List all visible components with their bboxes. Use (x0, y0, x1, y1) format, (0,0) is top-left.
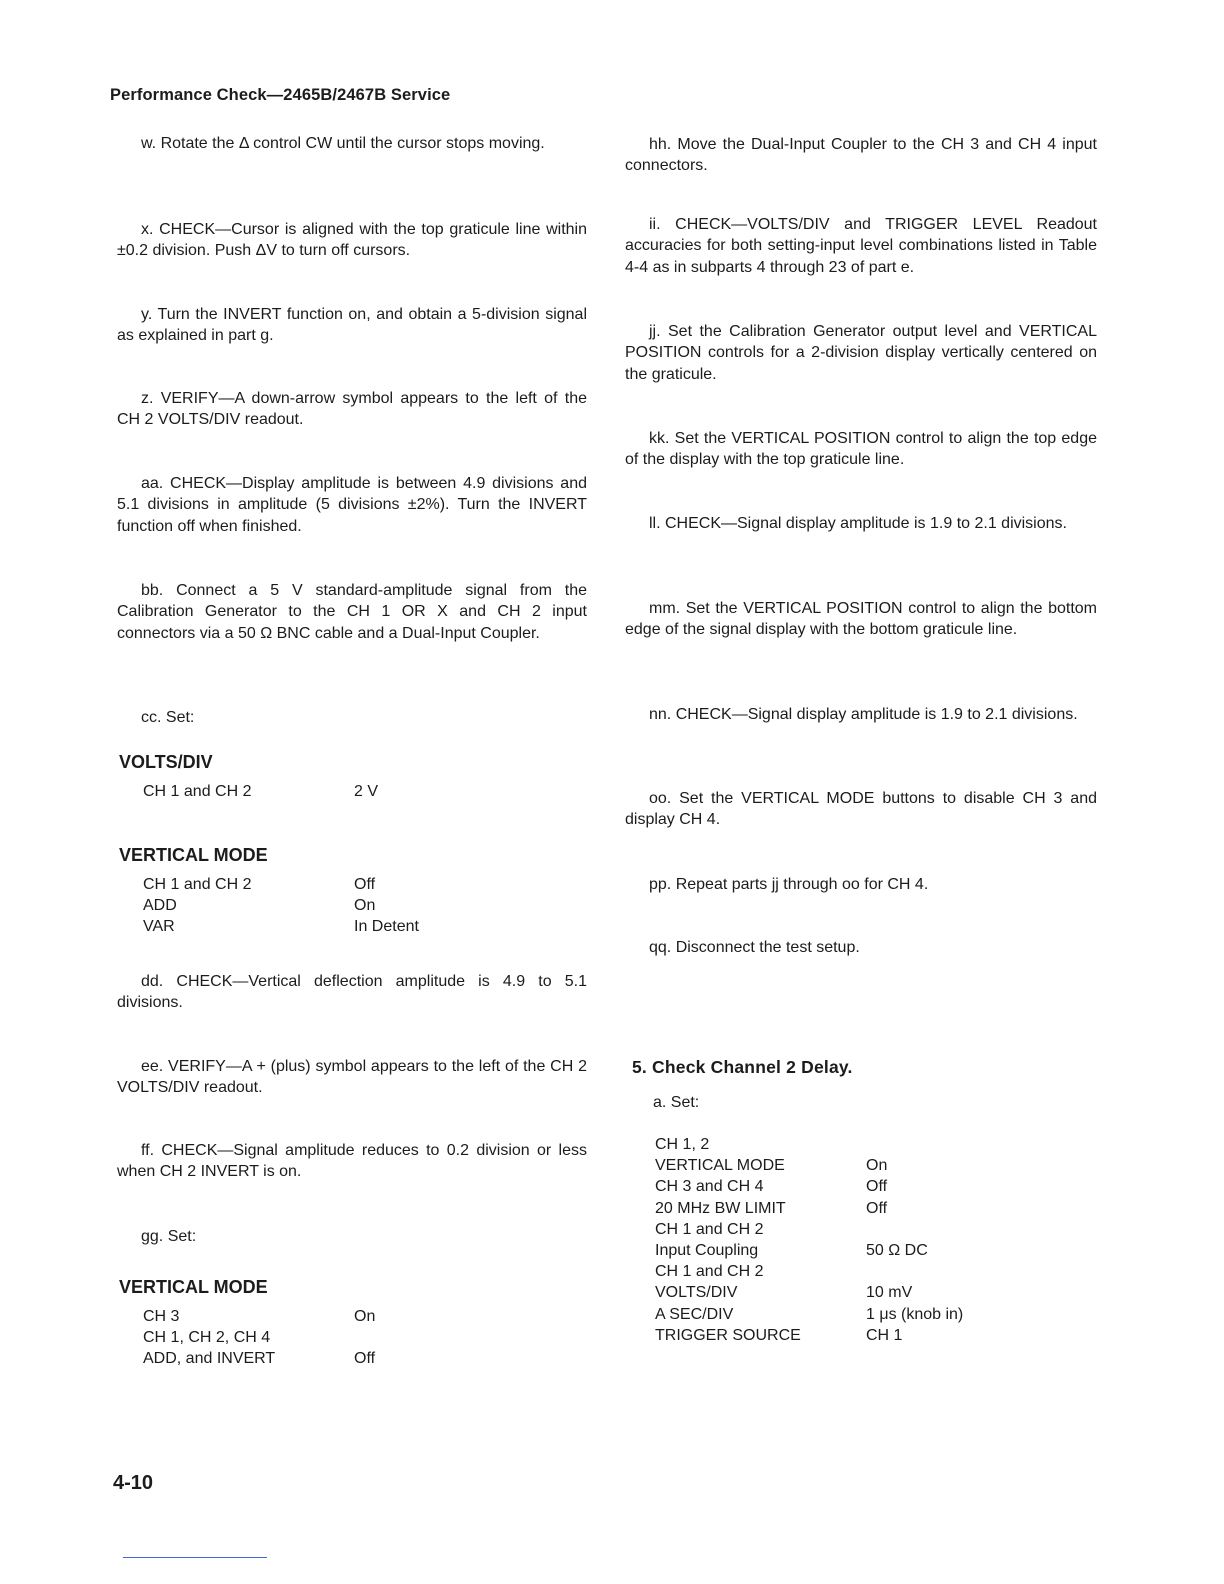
step-bb: bb. Connect a 5 V standard-amplitude signal from the Calibration Generator to the CH 1 OR X and CH 2 input connectors via a 50 Ω BNC cable and a Dual-Input Coupler. (117, 582, 587, 642)
setting-label: VAR (143, 918, 175, 936)
step-dd: dd. CHECK—Vertical deflection amplitude is 4.9 to 5.1 divisions. (117, 973, 587, 1012)
step-hh: hh. Move the Dual-Input Coupler to the CH 3 and CH 4 input connectors. (625, 136, 1097, 175)
setting-value: Off (354, 1350, 376, 1368)
step-jj: jj. Set the Calibration Generator output level and VERTICAL POSITION controls for a 2-division display vertically centered on the graticule. (625, 323, 1097, 383)
setting-label: CH 1 and CH 2 (143, 783, 252, 800)
setting-label: CH 1 and CH 2 (655, 1263, 764, 1281)
setting-row (655, 1176, 963, 1197)
setting-value: Off (866, 1199, 888, 1217)
setting-label: ADD (143, 897, 177, 915)
cc-vertical-mode-heading: VERTICAL MODE (119, 845, 268, 865)
setting-label: A SEC/DIV (655, 1305, 734, 1323)
setting-label: CH 1, CH 2, CH 4 (143, 1329, 271, 1347)
setting-value: On (866, 1157, 888, 1175)
setting-row (143, 781, 378, 802)
setting-label: CH 3 (143, 1308, 180, 1325)
section-5-title: 5. Check Channel 2 Delay. (632, 1057, 853, 1077)
step-ii: ii. CHECK—VOLTS/DIV and TRIGGER LEVEL Readout accuracies for both setting-input level combinations listed in Table 4-4 as in subparts 4 through 23 of part e. (625, 216, 1097, 276)
setting-row (655, 1304, 963, 1325)
page-number: 4-10 (113, 1472, 154, 1494)
setting-label: CH 1 and CH 2 (143, 876, 252, 893)
setting-label: CH 1 and CH 2 (655, 1220, 764, 1238)
step-nn: nn. CHECK—Signal display amplitude is 1.9 to 2.1 divisions. (649, 706, 1078, 723)
step-gg: gg. Set: (141, 1228, 197, 1245)
setting-row (143, 1327, 375, 1348)
setting-row (655, 1325, 963, 1346)
step-oo: oo. Set the VERTICAL MODE buttons to disable CH 3 and display CH 4. (625, 790, 1097, 829)
setting-row (655, 1282, 963, 1303)
step-qq: qq. Disconnect the test setup. (649, 939, 860, 956)
setting-row (143, 916, 419, 937)
step-ll: ll. CHECK—Signal display amplitude is 1.9 to 2.1 divisions. (649, 515, 1067, 532)
setting-value: Off (866, 1178, 888, 1196)
setting-label: VERTICAL MODE (655, 1157, 785, 1175)
setting-value: In Detent (354, 918, 419, 936)
cc-volts-div-heading: VOLTS/DIV (119, 752, 213, 772)
setting-label: ADD, and INVERT (143, 1350, 276, 1368)
setting-row (655, 1198, 963, 1219)
step-aa: aa. CHECK—Display amplitude is between 4.9 divisions and 5.1 divisions in amplitude (5 divisions ±2%). Turn the INVERT function off when finished. (117, 475, 587, 535)
setting-value: 1 μs (knob in) (866, 1305, 964, 1323)
setting-row (655, 1134, 963, 1155)
step-mm: mm. Set the VERTICAL POSITION control to align the bottom edge of the signal display with the bottom graticule line. (625, 600, 1097, 639)
page-header: Performance Check—2465B/2467B Service (110, 86, 451, 104)
cc-volts-div-settings (143, 781, 378, 802)
setting-row (655, 1261, 963, 1282)
setting-value: 2 V (354, 783, 379, 800)
gg-vertical-mode-heading: VERTICAL MODE (119, 1277, 268, 1297)
bottom-rule (123, 1557, 267, 1558)
setting-row (143, 1348, 375, 1369)
step-w: w. Rotate the Δ control CW until the cursor stops moving. (141, 135, 545, 152)
setting-value: Off (354, 876, 376, 893)
step-kk: kk. Set the VERTICAL POSITION control to align the top edge of the display with the top graticule line. (625, 430, 1097, 469)
step-x: x. CHECK—Cursor is aligned with the top graticule line within ±0.2 division. Push ΔV to turn off cursors. (117, 221, 587, 260)
cc-vertical-mode-settings (143, 874, 419, 938)
setting-value: CH 1 (866, 1326, 903, 1344)
setting-label: VOLTS/DIV (655, 1284, 738, 1302)
section-5-settings (655, 1134, 963, 1346)
setting-row (655, 1219, 963, 1240)
setting-row (655, 1155, 963, 1176)
step-cc: cc. Set: (141, 709, 195, 726)
setting-value: On (354, 897, 376, 915)
setting-value: On (354, 1308, 376, 1325)
setting-value: 50 Ω DC (866, 1241, 928, 1259)
setting-row (143, 1306, 375, 1327)
setting-label: TRIGGER SOURCE (655, 1326, 801, 1344)
setting-label: Input Coupling (655, 1241, 759, 1259)
step-z: z. VERIFY—A down-arrow symbol appears to the left of the CH 2 VOLTS/DIV readout. (117, 390, 587, 429)
step-y: y. Turn the INVERT function on, and obtain a 5-division signal as explained in part g. (117, 306, 587, 345)
step-ee: ee. VERIFY—A + (plus) symbol appears to the left of the CH 2 VOLTS/DIV readout. (117, 1058, 587, 1097)
setting-label: CH 1, 2 (655, 1136, 710, 1153)
step-ff: ff. CHECK—Signal amplitude reduces to 0.2 division or less when CH 2 INVERT is on. (117, 1142, 587, 1181)
setting-row (143, 895, 419, 916)
setting-label: CH 3 and CH 4 (655, 1178, 764, 1196)
step-pp: pp. Repeat parts jj through oo for CH 4. (649, 876, 929, 893)
setting-value: 10 mV (866, 1284, 913, 1302)
section-5-step-a: a. Set: (653, 1094, 700, 1111)
setting-row (143, 874, 419, 895)
setting-label: 20 MHz BW LIMIT (655, 1199, 786, 1217)
setting-row (655, 1240, 963, 1261)
gg-vertical-mode-settings (143, 1306, 375, 1370)
